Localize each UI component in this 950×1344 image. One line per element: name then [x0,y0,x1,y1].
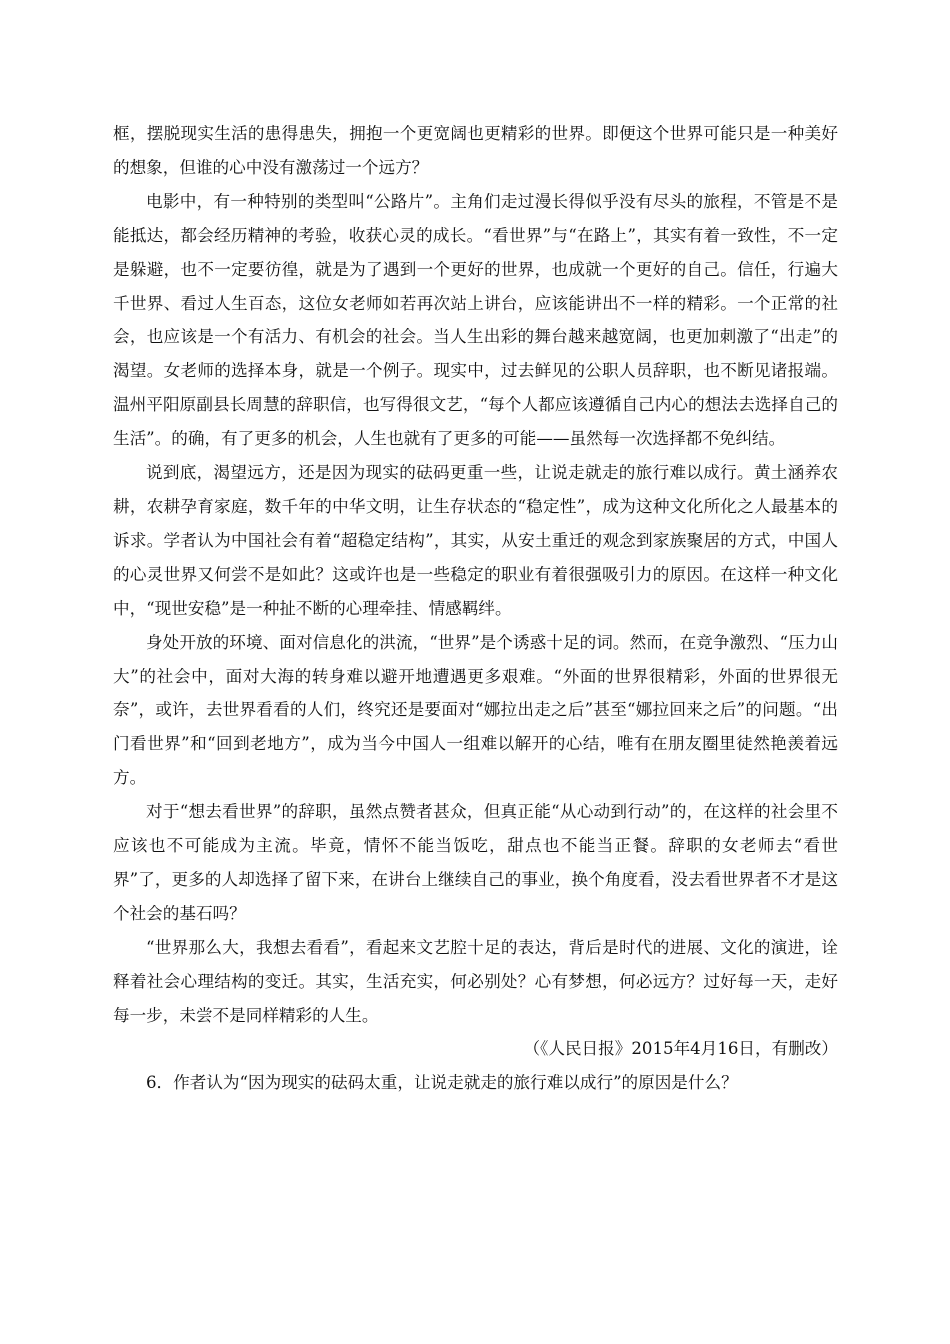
paragraph-resignation: 对于“想去看世界”的辞职，虽然点赞者甚众，但真正能“从心动到行动”的，在这样的社会里不应该也不可能成为主流。毕竟，情怀不能当饭吃，甜点也不能当正餐。辞职的女老师去“看世界”了，更多的人却选择了留下来，在讲台上继续自己的事业，换个角度看，没去看世界者不才是这个社会的基石吗？ [113,802,838,923]
question-6: 6．作者认为“因为现实的砝码太重，让说走就走的旅行难以成行”的原因是什么？ [146,1073,738,1093]
paragraph-continuation: 框，摆脱现实生活的患得患失，拥抱一个更宽阔也更精彩的世界。即便这个世界可能只是一种美好的想象，但谁的心中没有激荡过一个远方？ [113,124,838,177]
paragraph-conclusion: “世界那么大，我想去看看”，看起来文艺腔十足的表达，背后是时代的进展、文化的演进，诠释着社会心理结构的变迁。其实，生活充实，何必别处？心有梦想，何必远方？过好每一天，走好每一步，未尝不是同样精彩的人生。 [113,937,838,1025]
paragraph-open-world: 身处开放的环境、面对信息化的洪流，“世界”是个诱惑十足的词。然而，在竞争激烈、“压力山大”的社会中，面对大海的转身难以避开地遭遇更多艰难。“外面的世界很精彩，外面的世界很无奈”，或许，去世界看看的人们，终究还是要面对“娜拉出走之后”甚至“娜拉回来之后”的问题。“出门看世界”和“回到老地方”，成为当今中国人一组难以解开的心结，唯有在朋友圈里徒然艳羡着远方。 [113,632,838,788]
article-source: （《人民日报》2015年4月16日，有删改） [523,1039,838,1059]
paragraph-stability: 说到底，渴望远方，还是因为现实的砝码更重一些，让说走就走的旅行难以成行。黄土涵养农耕，农耕孕育家庭，数千年的中华文明，让生存状态的“稳定性”，成为这种文化所化之人最基本的诉求。学者认为中国社会有着“超稳定结构”，其实，从安土重迁的观念到家族聚居的方式，中国人的心灵世界又何尝不是如此？这或许也是一些稳定的职业有着很强吸引力的原因。在这样一种文化中，“现世安稳”是一种扯不断的心理牵挂、情感羁绊。 [113,463,838,618]
paragraph-road-movie: 电影中，有一种特别的类型叫“公路片”。主角们走过漫长得似乎没有尽头的旅程，不管是不是能抵达，都会经历精神的考验，收获心灵的成长。“看世界”与“在路上”，其实有着一致性，不一定是躲避，也不一定要彷徨，就是为了遇到一个更好的世界，也成就一个更好的自己。信任，行遍大千世界、看过人生百态，这位女老师如若再次站上讲台，应该能讲出不一样的精彩。一个正常的社会，也应该是一个有活力、有机会的社会。当人生出彩的舞台越来越宽阔，也更加刺激了“出走”的渴望。女老师的选择本身，就是一个例子。现实中，过去鲜见的公职人员辞职，也不断见诸报端。温州平阳原副县长周慧的辞职信，也写得很文艺，“每个人都应该遵循自己内心的想法去选择自己的生活”。的确，有了更多的机会，人生也就有了更多的可能——虽然每一次选择都不免纠结。 [113,191,838,449]
document-page [113,117,838,1100]
